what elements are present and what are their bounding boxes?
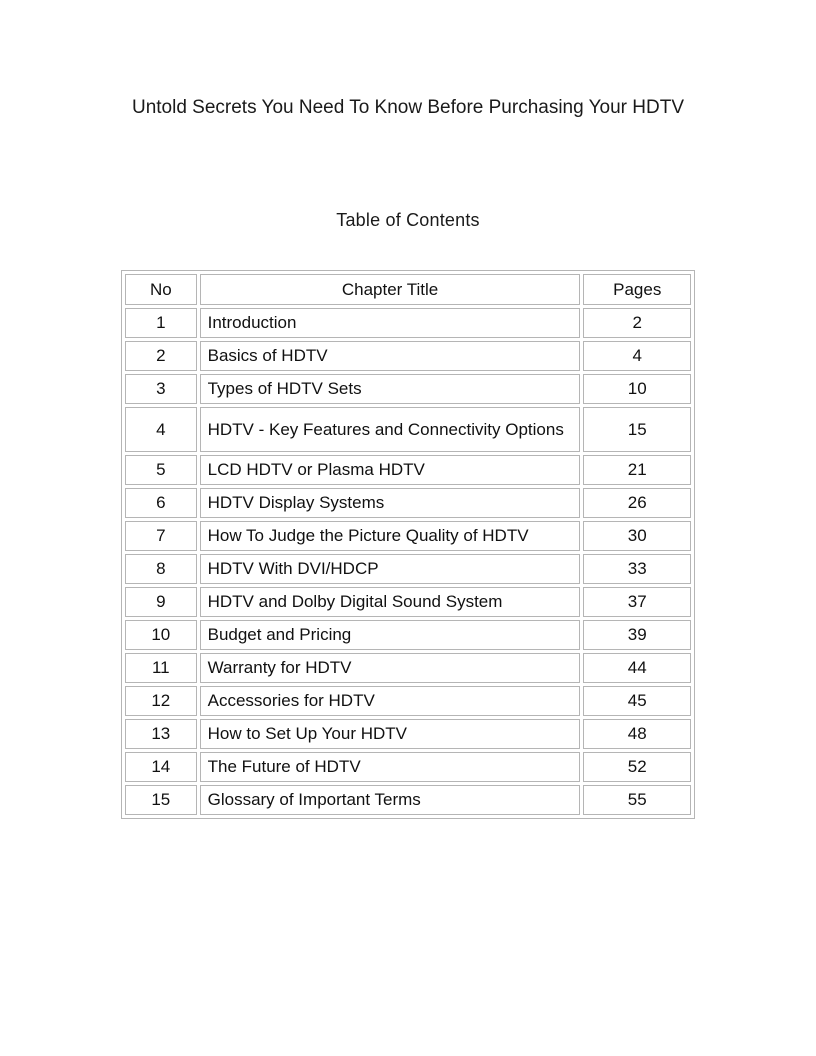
chapter-number: 13 bbox=[125, 719, 197, 749]
chapter-number: 4 bbox=[125, 407, 197, 452]
chapter-title: HDTV - Key Features and Connectivity Options bbox=[200, 407, 581, 452]
chapter-page: 26 bbox=[583, 488, 691, 518]
chapter-page: 37 bbox=[583, 587, 691, 617]
table-row bbox=[125, 341, 691, 371]
table-row bbox=[125, 308, 691, 338]
chapter-number: 5 bbox=[125, 455, 197, 485]
table-row bbox=[125, 488, 691, 518]
toc-heading: Table of Contents bbox=[336, 210, 480, 230]
table-row bbox=[125, 554, 691, 584]
chapter-title: Budget and Pricing bbox=[200, 620, 581, 650]
chapter-number: 8 bbox=[125, 554, 197, 584]
chapter-number: 9 bbox=[125, 587, 197, 617]
chapter-number: 15 bbox=[125, 785, 197, 815]
header-no: No bbox=[125, 274, 197, 305]
chapter-number: 11 bbox=[125, 653, 197, 683]
chapter-page: 45 bbox=[583, 686, 691, 716]
chapter-title: Basics of HDTV bbox=[200, 341, 581, 371]
chapter-title: Accessories for HDTV bbox=[200, 686, 581, 716]
table-row bbox=[125, 455, 691, 485]
table-row bbox=[125, 407, 691, 452]
chapter-page: 52 bbox=[583, 752, 691, 782]
table-row bbox=[125, 587, 691, 617]
document-title: Untold Secrets You Need To Know Before Purchasing Your HDTV bbox=[131, 97, 685, 118]
chapter-title: HDTV and Dolby Digital Sound System bbox=[200, 587, 581, 617]
toc-table bbox=[121, 270, 695, 819]
chapter-title: How to Set Up Your HDTV bbox=[200, 719, 581, 749]
chapter-title: Introduction bbox=[200, 308, 581, 338]
header-pages: Pages bbox=[583, 274, 691, 305]
chapter-number: 10 bbox=[125, 620, 197, 650]
chapter-page: 4 bbox=[583, 341, 691, 371]
table-row bbox=[125, 653, 691, 683]
chapter-title: Types of HDTV Sets bbox=[200, 374, 581, 404]
chapter-page: 21 bbox=[583, 455, 691, 485]
table-row bbox=[125, 521, 691, 551]
table-row bbox=[125, 686, 691, 716]
chapter-page: 15 bbox=[583, 407, 691, 452]
chapter-number: 6 bbox=[125, 488, 197, 518]
chapter-title: HDTV Display Systems bbox=[200, 488, 581, 518]
table-row bbox=[125, 785, 691, 815]
chapter-page: 30 bbox=[583, 521, 691, 551]
table-header-row bbox=[125, 274, 691, 305]
chapter-page: 39 bbox=[583, 620, 691, 650]
chapter-page: 44 bbox=[583, 653, 691, 683]
chapter-page: 2 bbox=[583, 308, 691, 338]
chapter-page: 10 bbox=[583, 374, 691, 404]
chapter-title: How To Judge the Picture Quality of HDTV bbox=[200, 521, 581, 551]
chapter-title: HDTV With DVI/HDCP bbox=[200, 554, 581, 584]
chapter-number: 1 bbox=[125, 308, 197, 338]
chapter-title: LCD HDTV or Plasma HDTV bbox=[200, 455, 581, 485]
chapter-number: 2 bbox=[125, 341, 197, 371]
chapter-number: 12 bbox=[125, 686, 197, 716]
header-chapter-title: Chapter Title bbox=[200, 274, 581, 305]
table-row bbox=[125, 374, 691, 404]
chapter-page: 48 bbox=[583, 719, 691, 749]
chapter-page: 55 bbox=[583, 785, 691, 815]
chapter-title: Warranty for HDTV bbox=[200, 653, 581, 683]
table-row bbox=[125, 620, 691, 650]
table-row bbox=[125, 752, 691, 782]
chapter-title: Glossary of Important Terms bbox=[200, 785, 581, 815]
chapter-number: 14 bbox=[125, 752, 197, 782]
table-row bbox=[125, 719, 691, 749]
chapter-title: The Future of HDTV bbox=[200, 752, 581, 782]
chapter-number: 7 bbox=[125, 521, 197, 551]
chapter-page: 33 bbox=[583, 554, 691, 584]
chapter-number: 3 bbox=[125, 374, 197, 404]
